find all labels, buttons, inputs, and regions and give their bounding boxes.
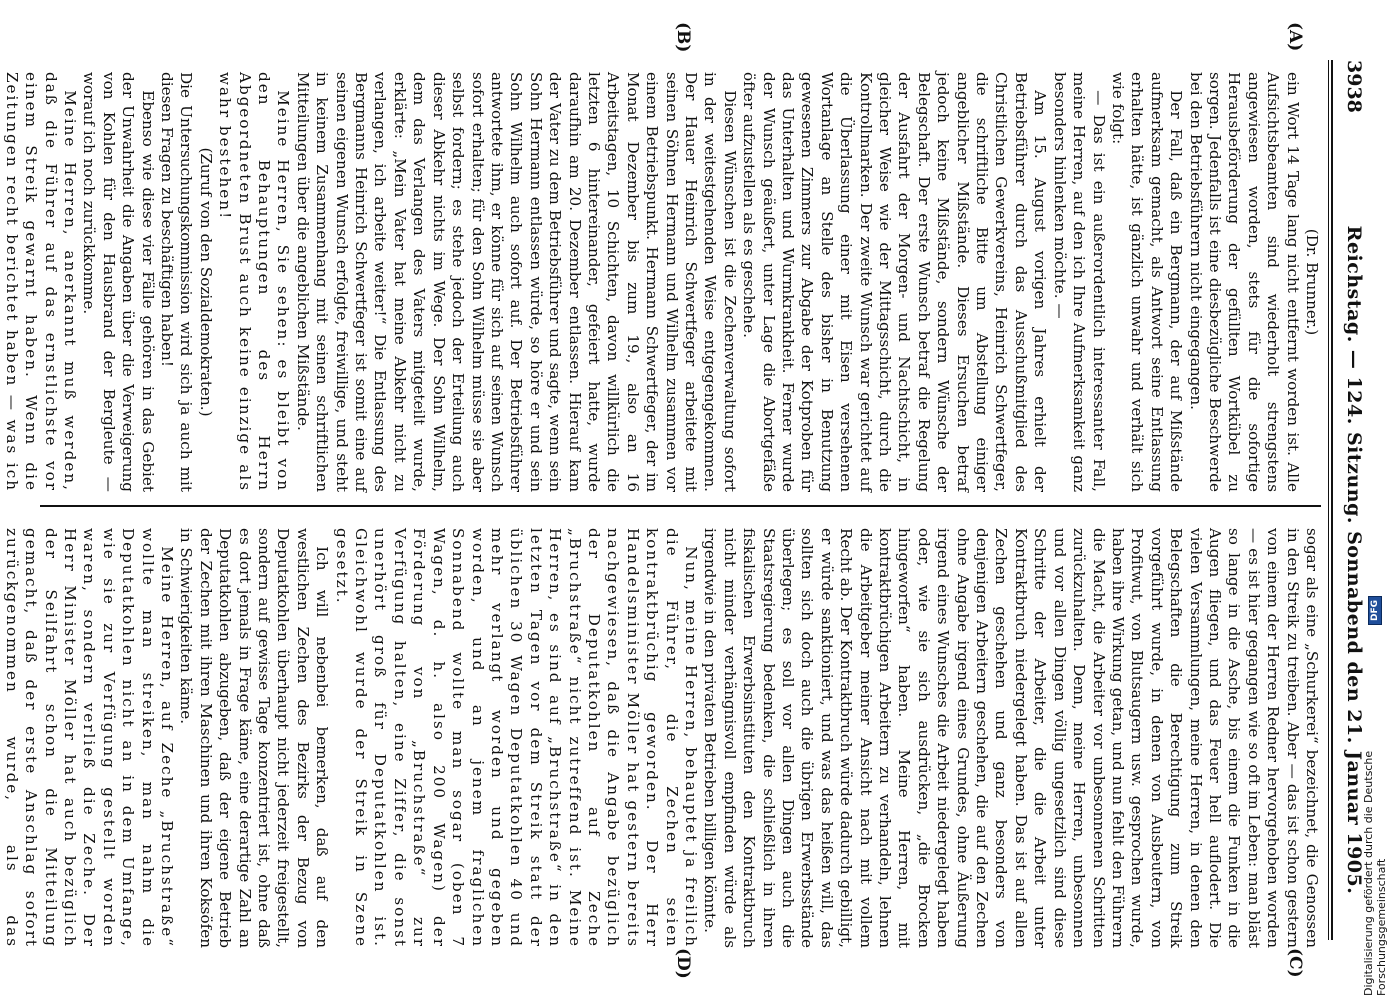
header-rule bbox=[1331, 60, 1333, 940]
header-rule-thin bbox=[1328, 60, 1329, 940]
page-number: 3938 bbox=[1343, 60, 1365, 113]
margin-letter-a: (A) bbox=[1285, 22, 1305, 52]
paragraph: Meine Herren, auf Zeche „Bruchstraße“ wollte man streiken, man nahm die Deputatkohlen nicht an in dem Umfange, wie sie zur Verfügung gestellt worden waren, sondern verließ die Zeche. Der Herr Minister Möller hat auch bezüglich der Seilfahrt schon die Mitteilung gemacht, daß der erste Anschlag sofort zurückgenommen wurde, als das bbox=[2, 528, 177, 948]
paragraph: Diesen Wünschen ist die Zechenverwaltung sofort in der weitestgehenden Weise entgegengekommen. Der Hauer Heinrich Schwertfeger arbeitete mit seinen Söhnen Hermann und Wilhelm zusammen vor einem Betriebspunkt. Hermann Schwertfeger, der im Monat Dezember bis zum 19., also an 16 Arbeitstagen, 10 Schichten, davon willkürlich die letzten 6 hintereinander, gefeiert hatte, wurde daraufhin am 20. Dezember entlassen. Hierauf kam der Vater zu dem Betriebsführer und sagte, wenn sein Sohn Hermann entlassen würde, so höre er und sein Sohn Wilhelm auch sofort auf. Der Betriebsführer antwortete ihm, er könne für sich auf seinen Wunsch sofort erhalten; für den Sohn Wilhelm müsse sie aber selbst fordern; es stehe jedoch der Erteilung auch dieser Abkehr nichts im Wege. Der Sohn Wilhelm, dem das Verlangen des Vaters mitgeteilt wurde, erklärte: „Mein Vater hat meine Abkehr nicht zu verlangen, ich arbeite weiter!“ Die Entlassung des Bergmanns Heinrich Schwertfeger ist somit eine auf seinen eigenen Wunsch erfolgte, freiwillige, und steht in keinem Zusammenhang mit seinen schriftlichen Mitteilungen über die angeblichen Mißstände. bbox=[293, 72, 739, 492]
paragraph: — Das ist ein außerordentlich interessanter Fall, meine Herren, auf den ich Ihre Aufmerksamkeit ganz besonders hinlenken möchte. — bbox=[1050, 72, 1108, 492]
paragraph: Die Untersuchungskommission wird sich ja auch mit diesen Fragen zu beschäftigen haben! bbox=[158, 72, 196, 492]
page-header bbox=[1335, 60, 1365, 940]
speaker-label: (Dr. Brunner.) bbox=[1303, 228, 1321, 336]
page-title: Reichstag. — 124. Sitzung. Sonnabend den 21. Januar 1905. bbox=[1343, 225, 1365, 895]
paragraph: ein Wort 14 Tage lang nicht entfernt worden ist. Alle Aufsichtsbeamten sind wiederholt strengstens angewiesen worden, stets für die sofortige Herausbeförderung der gefüllten Wortkübel zu sorgen. Jedenfalls ist eine diesbezügliche Beschwerde bei den Betriebsführern nicht eingegangen. bbox=[1186, 72, 1302, 492]
margin-letter-c: (C) bbox=[1285, 948, 1305, 978]
dfg-logo: DFG bbox=[1368, 596, 1382, 625]
paragraph: Am 15. August vorigen Jahres erhielt der Betriebsführer durch das Ausschußmitglied des Christlichen Gewerkvereins, Heinrich Schwertfeger, die schriftliche Bitte um Abstellung einiger angeblicher Mißstände. Dieses Ersuchen betraf jedoch keine Mißstände, sondern Wünsche der Belegschaft. Der erste Wunsch betraf die Regelung der Ausfahrt der Morgen- und Nachtschicht, in gleicher Weise wie der Mittagsschicht, durch die Kontrollmarken. Der zweite Wunsch war gerichtet auf die Überlassung einer mit Eisen versehenen Wortanlage an Stelle des bisher in Benutzung gewesenen Zimmers zur Abgabe der Kotproben für das Unterhalten und Wurmkrankheit. Ferner wurde der Wunsch geäußert, unter Lage die Abortgefäße öfter aufzustellen als es geschehe. bbox=[740, 72, 1050, 492]
left-column bbox=[2, 72, 1321, 492]
footer-text: Digitalisierung gefördert durch die Deutsche Forschungsgemeinschaft bbox=[1362, 750, 1388, 996]
column-divider bbox=[40, 505, 1321, 507]
margin-letter-d: (D) bbox=[673, 948, 693, 979]
paragraph: Meine Herren, anerkannt muß werden, daß die Führer auf das ernstlichste vor einem Streik gewarnt haben. Wenn die Zeitungen recht berichtet haben — was ich bbox=[2, 72, 79, 492]
paragraph: sogar als eine „Schurkerei“ bezeichnet, die Genossen in den Streik zu treiben. Aber — das ist schon gestern von einem der Herren Redner hervorgehoben worden — es ist hier gegangen wie so oft im Leben: man bläst so lange in die Asche, bis einem die Funken in die Augen fliegen, und das Feuer hell auflodert. Die vielen Versammlungen, meine Herren, in denen den Belegschaften die Berechtigung zum Streik vorgeführt wurde, in denen von Ausbeutern, von Profitwut, von Blutsaugern usw. gesprochen wurde, haben ihre Wirkung getan, und nun fehlt den Führern die Macht, die Arbeiter vor unbesonnenen Schritten zurückzuhalten. Denn, meine Herren, unbesonnen und vor allen Dingen völlig ungesetzlich sind diese Schritte der Arbeiter, die die Arbeit unter Kontraktbruch niedergelegt haben. Das ist auf allen Zechen geschehen und ganz besonders von denjenigen Arbeitern geschehen, die auf den Zechen ohne Angabe irgend eines Grundes, ohne Äußerung irgend eines Wunsches die Arbeit niedergelegt haben oder, wie sie sich ausdrücken, „die Brocken hingeworfen“ haben. Meine Herren, mit kontraktbrüchigen Arbeitern zu verhandeln, lehnen die Arbeitgeber meiner Ansicht nach mit vollem Recht ab. Der Kontraktbruch würde dadurch gebilligt, er würde sanktioniert, und was das heißen will, das sollten sich doch auch die übrigen Erwerbsstände überlegen; es soll vor allen Dingen auch die Staatsregierung bedenken, die schließlich in ihren fiskalischen Erwerbsinstituten den Kontraktbruch nicht minder verhängnisvoll empfinden würde als irgendwie in den privaten Betrieben billigen könnte. bbox=[701, 528, 1321, 948]
right-column bbox=[2, 528, 1321, 948]
paragraph: Ebenso wie diese vier Fälle gehören in das Gebiet der Unwahrheit die Angaben über die Verweigerung von Kohlen für den Hausbrand der Bergleute — worauf ich noch zurückkomme. bbox=[80, 72, 157, 492]
paragraph: Ich will nebenbei bemerken, daß auf den westlichen Zechen des Bezirks der Bezug von Deputatkohlen überhaupt nicht jederzeit freigestellt, sondern auf gewisse Tage konzentriert ist, ohne daß es dort jemals in Frage käme, eine derartige Zahl an Deputatkohlen abzugeben, daß der eigene Betrieb der Zechen mit ihren Maschinen und ihren Koksöfen in Schwierigkeiten käme. bbox=[177, 528, 332, 948]
paragraph: Meine Herren, Sie sehen: es bleibt von den Behauptungen des Herrn Abgeordneten Brust auch keine einzige als wahr bestehen! bbox=[216, 72, 293, 492]
interjection: (Zuruf von den Sozialdemokraten.) bbox=[196, 147, 215, 417]
paragraph: Nun, meine Herren, behauptet ja freilich die Führer, die Zechen seien kontraktbrüchig geworden. Der Herr Handelsminister Möller hat gestern bereits nachgewiesen, daß die Angabe bezüglich der Deputatkohlen auf Zeche „Bruchstraße“ nicht zutreffend ist. Meine Herren, es sind auf „Bruchstraße“ in den letzten Tagen vor dem Streik statt der üblichen 30 Wagen Deputatkohlen 40 und mehr verlangt worden und gegeben worden, und an jenem fraglichen Sonnabend wollte man sogar (oben 7 Wagen, d. h. also 200 Wagen) der Förderung von „Bruchstraße“ zur Verfügung halten, eine Ziffer, die sonst unerhört groß für Deputatkohlen ist. Gleichwohl wurde der Streik in Szene gesetzt. bbox=[332, 528, 700, 948]
paragraph: Der Fall, daß ein Bergmann, der auf Mißstände aufmerksam gemacht, als Antwort seine Entlassung erhalten hätte, ist gänzlich unwahr und verhält sich wie folgt: bbox=[1108, 72, 1186, 492]
digitization-footer bbox=[1362, 596, 1388, 996]
margin-letter-b: (B) bbox=[673, 22, 693, 53]
